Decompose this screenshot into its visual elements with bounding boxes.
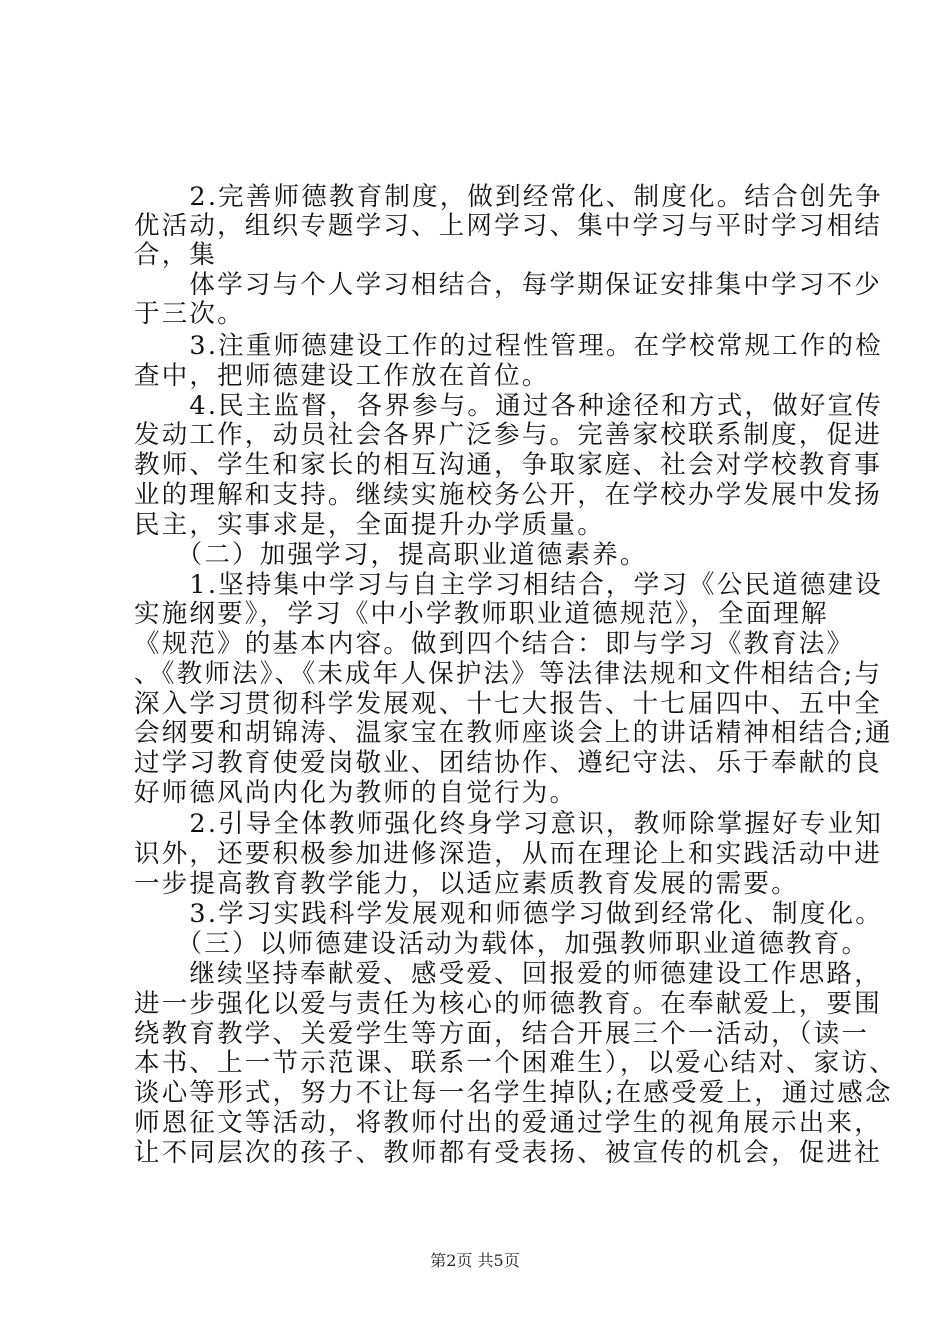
text-line: 、《教师法》、《未成年人保护法》等法律法规和文件相结合;与: [134, 659, 883, 689]
text-line: 继续坚持奉献爱、感受爱、回报爱的师德建设工作思路，: [134, 959, 882, 989]
text-line: 3.学习实践科学发展观和师德学习做到经常化、制度化。: [134, 899, 883, 929]
text-line: 好师德风尚内化为教师的自觉行为。: [134, 778, 578, 808]
text-line: 《规范》的基本内容。做到四个结合：即与学习《教育法》: [134, 629, 855, 659]
text-line: 绕教育教学、关爱学生等方面，结合开展三个一活动，（读一: [134, 1019, 870, 1049]
text-line: 于三次。: [134, 299, 245, 329]
text-line: 一步提高教育教学能力，以适应素质教育发展的需要。: [134, 869, 799, 899]
text-line: 会纲要和胡锦涛、温家宝在教师座谈会上的讲话精神相结合;通: [134, 718, 893, 748]
text-line: 谈心等形式，努力不让每一名学生掉队;在感受爱上，通过感念: [134, 1078, 893, 1108]
page-footer: 第2页 共5页: [430, 1251, 520, 1270]
text-line: 深入学习贯彻科学发展观、十七大报告、十七届四中、五中全: [134, 689, 882, 719]
text-line: 教师、学生和家长的相互沟通，争取家庭、社会对学校教育事: [134, 450, 882, 480]
text-line: （二）加强学习，提高职业道德素养。: [134, 540, 648, 570]
text-line: 3.注重师德建设工作的过程性管理。在学校常规工作的检: [134, 331, 883, 361]
text-line: 过学习教育使爱岗敬业、团结协作、遵纪守法、乐于奉献的良: [134, 748, 882, 778]
text-line: 2.完善师德教育制度，做到经常化、制度化。结合创先争: [134, 182, 883, 212]
text-line: 1.坚持集中学习与自主学习相结合，学习《公民道德建设: [134, 570, 883, 600]
text-line: 查中，把师德建设工作放在首位。: [134, 361, 550, 391]
text-line: 优活动，组织专题学习、上网学习、集中学习与平时学习相结: [134, 211, 882, 241]
text-line: 进一步强化以爱与责任为核心的师德教育。在奉献爱上，要围: [134, 989, 882, 1019]
text-line: 体学习与个人学习相结合，每学期保证安排集中学习不少: [134, 270, 882, 300]
text-line: 让不同层次的孩子、教师都有受表扬、被宣传的机会，促进社: [134, 1138, 882, 1168]
text-line: 业的理解和支持。继续实施校务公开，在学校办学发展中发扬: [134, 480, 882, 510]
text-line: 实施纲要》，学习《中小学教师职业道德规范》，全面理解: [134, 599, 829, 629]
text-line: 本书、上一节示范课、联系一个困难生），以爱心结对、家访、: [134, 1048, 897, 1078]
text-line: 发动工作，动员社会各界广泛参与。完善家校联系制度，促进: [134, 420, 882, 450]
text-line: 识外，还要积极参加进修深造，从而在理论上和实践活动中进: [134, 839, 882, 869]
text-line: 2.引导全体教师强化终身学习意识，教师除掌握好专业知: [134, 809, 883, 839]
text-line: 合，集: [134, 240, 218, 270]
text-line: 民主，实事求是，全面提升办学质量。: [134, 510, 605, 540]
text-line: 4.民主监督，各界参与。通过各种途径和方式，做好宣传: [134, 391, 883, 421]
text-line: （三）以师德建设活动为载体，加强教师职业道德教育。: [134, 929, 870, 959]
text-line: 师恩征文等活动，将教师付出的爱通过学生的视角展示出来，: [134, 1108, 882, 1138]
